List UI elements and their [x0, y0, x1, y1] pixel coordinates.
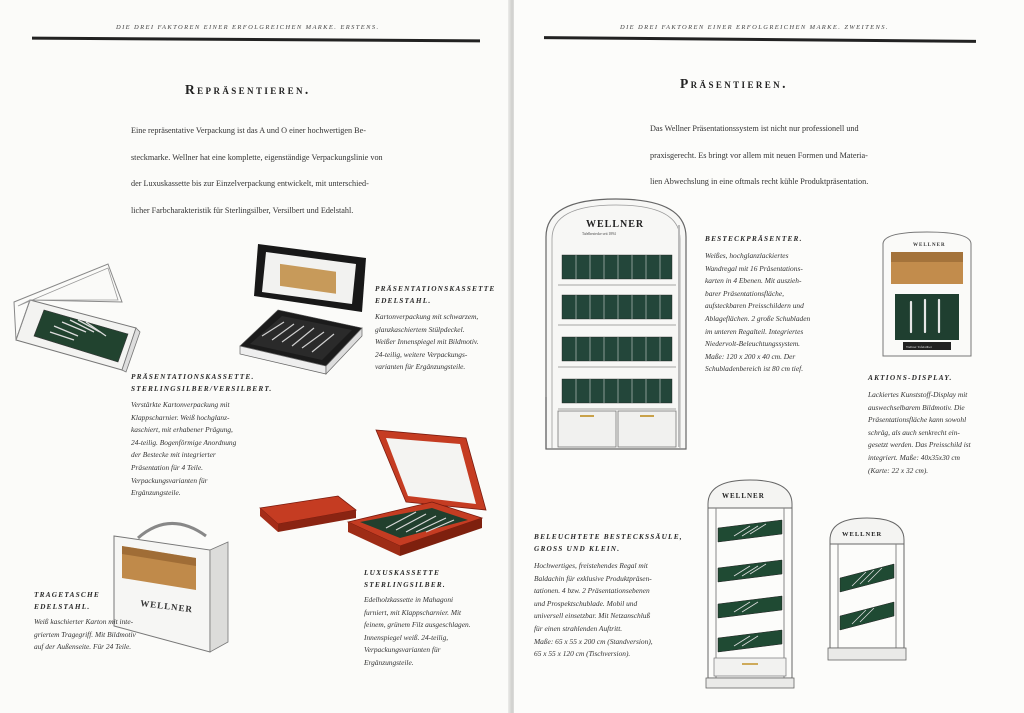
display-brand-text: WELLNER: [913, 243, 946, 248]
bestecksaeule-klein-illustration: [826, 516, 908, 664]
caption-line: 24-teilig. Bogenförmige Anordnung: [131, 437, 237, 447]
intro-line: praxisgerecht. Es bringt vor allem mit neuen Formen und Materia-: [650, 150, 868, 160]
caption-line: Niedervolt-Beleuchtungssystem.: [705, 339, 801, 349]
caption-line: Innenspiegel weiß. 24-teilig,: [364, 632, 449, 642]
caption-line: Ergänzungsteile.: [131, 488, 181, 498]
edelstahl-cassette-illustration: [238, 236, 368, 376]
cabinet-brand-text: WELLNER: [586, 219, 645, 230]
caption-heading-aktions-display: [868, 372, 953, 384]
caption-body-sterling: [131, 399, 236, 500]
caption-line: Lackiertes Kunststoff-Display mit: [868, 390, 968, 399]
caption-heading-tragetasche: [34, 589, 100, 613]
caption-line: Verpackungsvarianten für: [131, 475, 208, 485]
luxuskassette-illustration: [256, 424, 488, 560]
intro-line: Eine repräsentative Verpackung ist das A und O einer hochwertigen Be-: [131, 126, 366, 135]
caption-line: Präsentationsfläche kann sowohl: [868, 415, 967, 425]
caption-line: Ablageflächen. 2 große Schubladen: [705, 313, 811, 323]
intro-line: lien Abwechslung in eine oftmals recht kühle Produktpräsentation.: [650, 177, 869, 186]
caption-heading-line: STERLINGSILBER/VERSILBERT.: [131, 384, 273, 393]
intro-line: licher Farbcharakteristik für Sterlingsilber, Versilbert und Edelstahl.: [131, 205, 354, 215]
caption-heading-line: AKTIONS-DISPLAY.: [868, 373, 953, 382]
left-page-title: Repräsentieren.: [185, 82, 311, 97]
caption-heading-luxuskassette: [364, 567, 446, 591]
aktions-display-illustration: [881, 230, 973, 358]
caption-body-tragetasche: [34, 616, 136, 654]
caption-line: Wandregal mit 16 Präsentations-: [705, 263, 803, 273]
caption-line: Edelholzkassette in Mahagoni: [364, 595, 454, 604]
caption-heading-besteckpraesenter: [705, 233, 803, 245]
caption-line: Maße: 65 x 55 x 200 cm (Standversion),: [534, 636, 653, 646]
caption-line: Weißes, hochglanzlackiertes: [705, 251, 789, 260]
caption-heading-line: TRAGETASCHE: [34, 590, 100, 599]
caption-body-besteckpraesenter: [705, 250, 810, 376]
intro-line: der Luxuskassette bis zur Einzelverpackung entwickelt, mit unterschied-: [131, 179, 369, 188]
caption-line: Hochwertiges, freistehendes Regal mit: [534, 561, 648, 570]
caption-heading-sterling: [131, 371, 272, 395]
bag-brand-text: WELLNER: [139, 598, 194, 615]
caption-line: furniert, mit Klappscharnier. Mit: [364, 607, 462, 617]
caption-heading-line: PRÄSENTATIONSKASSETTE.: [131, 372, 255, 381]
caption-body-aktions-display: [868, 389, 971, 477]
caption-line: tationen. 4 bzw. 2 Präsentationsebenen: [534, 586, 650, 596]
tower-large-brand-text: WELLNER: [722, 492, 765, 500]
caption-line: Verpackungsvarianten für: [364, 645, 441, 655]
caption-line: Ergänzungsteile.: [364, 657, 414, 667]
caption-line: barer Präsentationsfläche,: [705, 288, 784, 298]
caption-line: feinem, grünem Filz ausgeschlagen.: [364, 620, 471, 630]
caption-line: kaschiert, mit erhabener Prägung,: [131, 425, 233, 435]
caption-line: (Karte: 22 x 32 cm).: [868, 465, 929, 475]
caption-body-edelstahl: [375, 311, 478, 374]
caption-heading-line: EDELSTAHL.: [375, 296, 432, 305]
caption-line: Baldachin für exklusive Produktpräsen-: [534, 573, 652, 583]
caption-line: für einen strahlenden Auftritt.: [534, 623, 623, 633]
left-running-head: DIE DREI FAKTOREN EINER ERFOLGREICHEN MARKE. ERSTENS.: [116, 24, 380, 31]
besteckpraesenter-illustration: [544, 197, 690, 451]
caption-line: universell einsetzbar. Mit Netzanschluß: [534, 611, 651, 621]
caption-line: Präsentation für 4 Teile.: [131, 462, 203, 472]
left-intro-text: [131, 118, 491, 224]
caption-line: im unteren Regalteil. Integriertes: [705, 326, 804, 336]
caption-line: schräg, als auch senkrecht ein-: [868, 427, 960, 437]
caption-line: Kartonverpackung mit schwarzem,: [375, 312, 479, 321]
cabinet-brand-subtext: Tafelbestecke seit 1894: [582, 232, 616, 236]
left-page: [0, 0, 510, 713]
caption-line: und Prospektschublade. Mobil und: [534, 598, 638, 608]
caption-line: glanzkaschiertem Stülpdeckel.: [375, 324, 465, 334]
caption-line: Maße: 120 x 200 x 40 cm. Der: [705, 351, 796, 361]
bestecksaeule-gross-illustration: [704, 476, 796, 696]
caption-line: 24-teilig, weitere Verpackungs-: [375, 349, 468, 359]
caption-body-luxuskassette: [364, 594, 471, 670]
caption-heading-line: BELEUCHTETE BESTECKSSÄULE,: [534, 532, 683, 541]
caption-heading-line: PRÄSENTATIONSKASSETTE: [375, 284, 496, 293]
caption-heading-edelstahl: [375, 283, 496, 307]
caption-heading-line: LUXUSKASSETTE: [364, 568, 441, 577]
caption-line: griertem Tragegriff. Mit Bildmotiv: [34, 629, 136, 639]
caption-heading-line: EDELSTAHL.: [34, 602, 91, 611]
caption-line: karten in 4 Ebenen. Mit auszieh-: [705, 276, 802, 286]
right-running-head: DIE DREI FAKTOREN EINER ERFOLGREICHEN MARKE. ZWEITENS.: [620, 24, 889, 31]
intro-line: Das Wellner Präsentationssystem ist nicht nur professionell und: [650, 124, 859, 133]
caption-line: Weißer Innenspiegel mit Bildmotiv.: [375, 337, 479, 347]
caption-heading-line: BESTECKPRÄSENTER.: [705, 234, 803, 243]
caption-line: auf der Außenseite. Für 24 Teile.: [34, 642, 132, 652]
caption-line: gesetzt werden. Das Preisschild ist: [868, 440, 971, 450]
right-header-rule: [544, 36, 976, 43]
caption-line: Weiß kaschierter Karton mit inte-: [34, 617, 134, 626]
cabinet-side-shadow: [678, 225, 680, 447]
tower-small-brand-text: WELLNER: [842, 531, 883, 538]
caption-line: aufsteckbaren Preisschildern und: [705, 301, 804, 311]
right-page: [514, 0, 1024, 713]
caption-heading-bestecksaeule: [534, 531, 683, 555]
caption-line: Klappscharnier. Weiß hochglanz-: [131, 412, 230, 422]
caption-line: varianten für Ergänzungsteile.: [375, 362, 466, 372]
caption-line: integriert. Maße: 40x35x30 cm: [868, 452, 960, 462]
caption-heading-line: GROSS UND KLEIN.: [534, 544, 621, 553]
intro-line: steckmarke. Wellner hat eine komplette, eigenständige Verpackungslinie von: [131, 152, 383, 162]
right-page-title: Präsentieren.: [680, 76, 788, 91]
caption-body-bestecksaeule: [534, 560, 653, 661]
caption-line: Verstärkte Kartonverpackung mit: [131, 400, 230, 409]
sterling-cassette-illustration: [12, 262, 152, 372]
right-intro-text: [650, 116, 990, 196]
caption-line: 65 x 55 x 120 cm (Tischversion).: [534, 649, 631, 659]
caption-line: Schubladenbereich ist 80 cm tief.: [705, 364, 804, 374]
caption-line: auswechselbarem Bildmotiv. Die: [868, 402, 965, 412]
left-header-rule: [32, 37, 480, 43]
display-label-text: Wellner Tafelsilber: [906, 345, 932, 349]
caption-heading-line: STERLINGSILBER.: [364, 580, 446, 589]
caption-line: der Bestecke mit integrierter: [131, 450, 216, 460]
